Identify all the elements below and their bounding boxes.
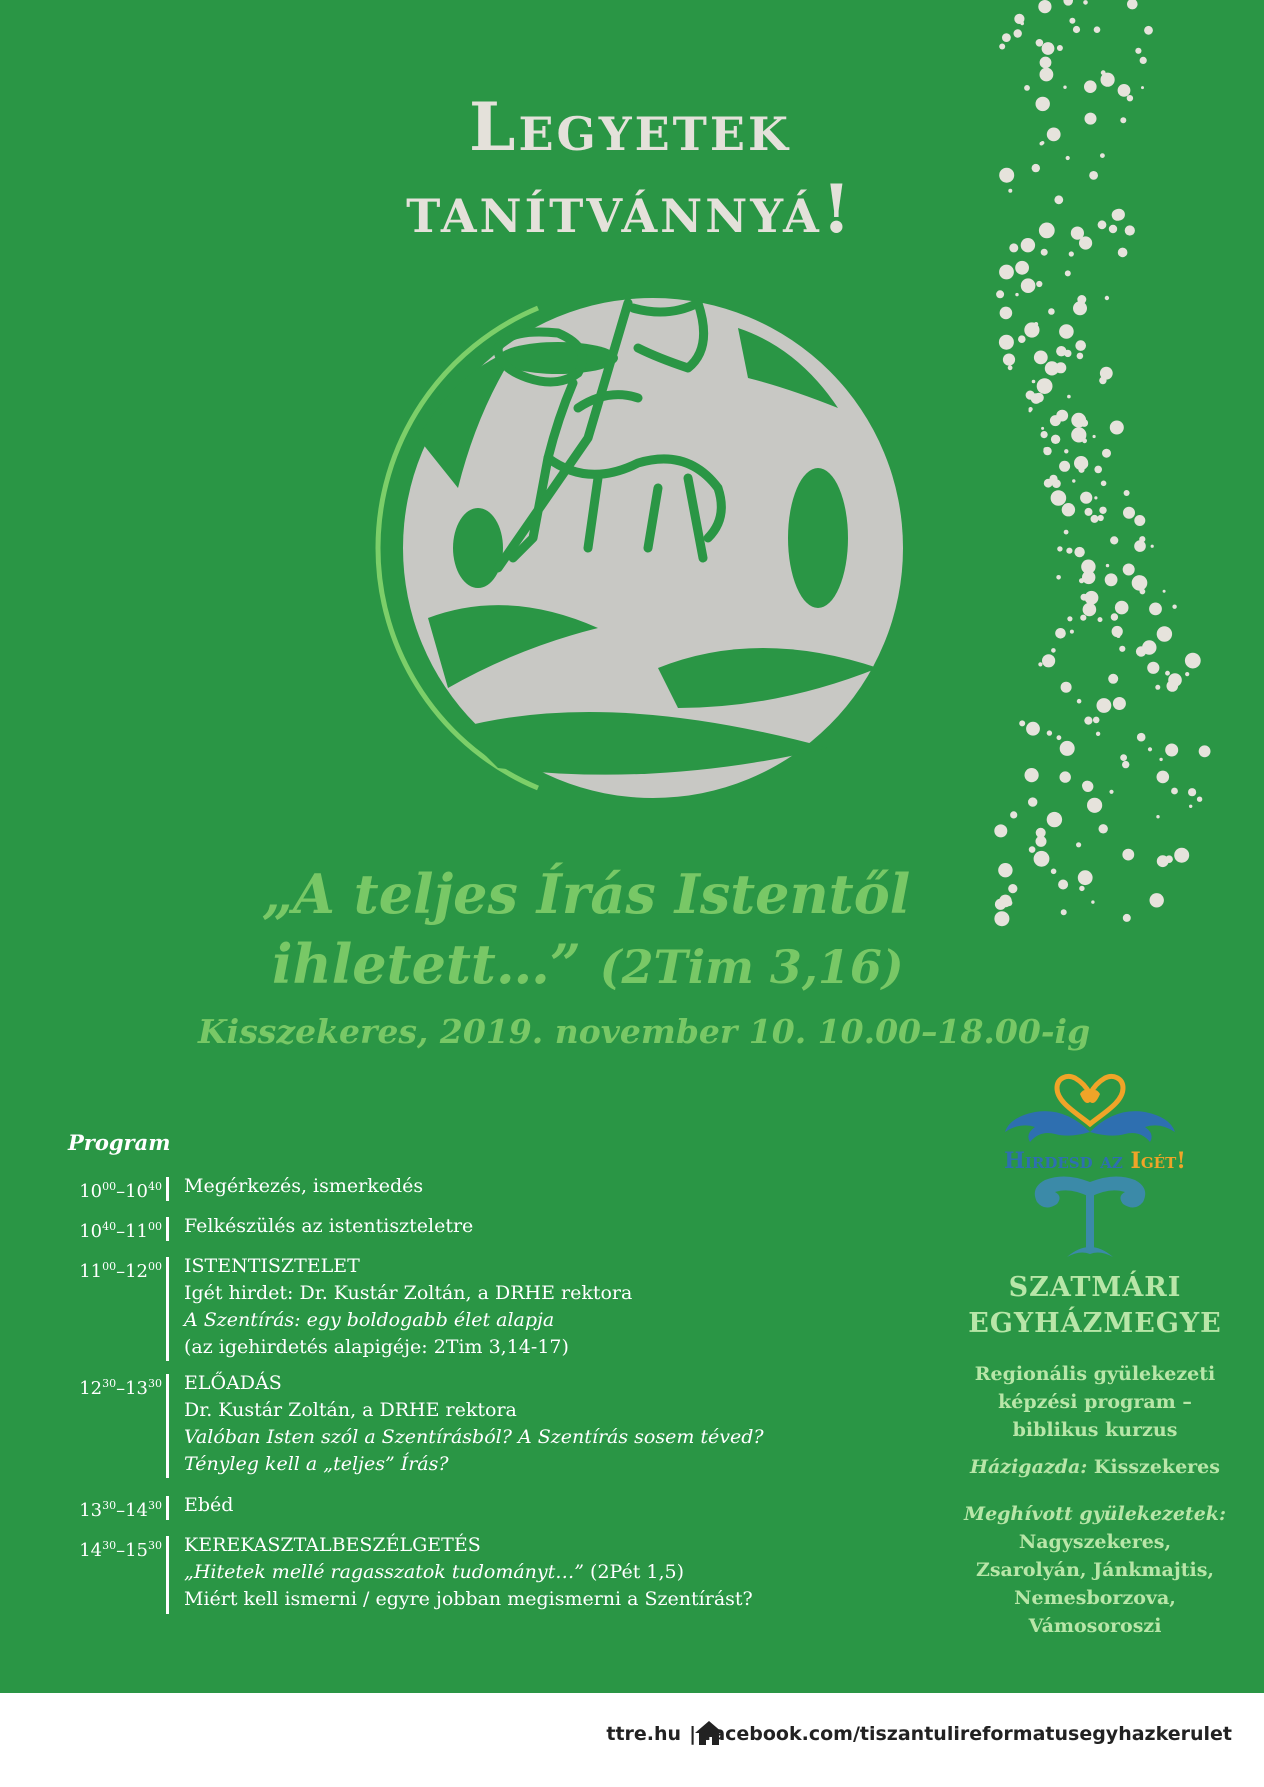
program-line: Tényleg kell a „teljes” Írás? xyxy=(184,1453,449,1475)
decorative-dot xyxy=(1067,616,1072,621)
decorative-dot xyxy=(1043,104,1048,109)
decorative-dot xyxy=(1051,435,1060,444)
decorative-dot xyxy=(1060,771,1071,782)
divider-bar xyxy=(166,1496,169,1520)
decorative-dot xyxy=(1100,367,1113,380)
hirdesd-az-iget-logo xyxy=(975,1072,1215,1272)
decorative-dot xyxy=(1015,293,1018,296)
decorative-dot xyxy=(1096,732,1100,736)
decorative-dot xyxy=(1134,540,1146,552)
decorative-dot xyxy=(1098,617,1103,622)
decorative-dot xyxy=(1188,788,1196,796)
bible-quote-text: ihletett…” xyxy=(272,932,581,996)
program-line: Miért kell ismerni / egyre jobban megismerni a Szentírást? xyxy=(184,1588,753,1610)
decorative-dot xyxy=(1064,449,1068,453)
decorative-dot xyxy=(1165,671,1170,676)
decorative-dot xyxy=(1109,790,1113,794)
event-date-location: Kisszekeres, 2019. november 10. 10.00–18.00-ig xyxy=(198,1012,1091,1051)
decorative-dot xyxy=(1174,848,1189,863)
decorative-dot xyxy=(1041,427,1044,430)
program-heading: Program xyxy=(68,1130,171,1155)
decorative-dot xyxy=(1079,578,1084,583)
decorative-dot xyxy=(1061,909,1067,915)
program-line: Igét hirdet: Dr. Kustár Zoltán, a DRHE rektora xyxy=(184,1282,633,1304)
decorative-dot xyxy=(1116,634,1120,638)
decorative-dot xyxy=(1034,322,1038,326)
decorative-dot xyxy=(1041,431,1048,438)
decorative-dot xyxy=(1057,45,1063,51)
decorative-dot xyxy=(1040,142,1044,146)
decorative-dot xyxy=(1105,296,1109,300)
decorative-dot xyxy=(1069,18,1075,24)
decorative-dot xyxy=(1094,496,1097,499)
decorative-dot xyxy=(1038,0,1051,13)
decorative-dot xyxy=(1031,393,1042,404)
decorative-dot xyxy=(1124,608,1128,612)
lamb-medallion-image xyxy=(358,288,918,818)
bible-quote-line-2 xyxy=(272,932,904,996)
decorative-dot xyxy=(995,899,1006,910)
decorative-dot xyxy=(999,895,1012,908)
decorative-dot xyxy=(1073,301,1087,315)
invited-congregations: Meghívott gyülekezetek: Nagyszekeres, Zsarolyán, Jánkmajtis, Nemesborzova, Vámosoroszi xyxy=(964,1503,1226,1637)
decorative-dot xyxy=(994,911,1009,926)
decorative-dot xyxy=(1079,236,1092,249)
decorative-dot xyxy=(1036,281,1042,287)
decorative-dot xyxy=(1165,744,1178,757)
decorative-dot xyxy=(1157,626,1172,641)
decorative-dot xyxy=(1055,362,1066,373)
bible-quote-reference: (2Tim 3,16) xyxy=(599,940,904,994)
decorative-dot xyxy=(1159,758,1162,761)
decorative-dot xyxy=(1051,490,1067,506)
decorative-dot xyxy=(1106,564,1109,567)
decorative-dot xyxy=(1057,735,1062,740)
decorative-dot xyxy=(1171,788,1178,795)
decorative-dot xyxy=(1135,48,1141,54)
decorative-dot xyxy=(1111,613,1118,620)
divider-bar xyxy=(166,1257,169,1361)
program-line: Dr. Kustár Zoltán, a DRHE rektora xyxy=(184,1399,517,1421)
decorative-dot xyxy=(1094,466,1102,474)
decorative-dot xyxy=(1099,507,1106,514)
decorative-dot xyxy=(1040,57,1052,69)
decorative-dot xyxy=(1091,900,1094,903)
decorative-dot xyxy=(1032,164,1040,172)
program-line: Ebéd xyxy=(184,1494,234,1516)
decorative-dot xyxy=(1029,409,1032,412)
decorative-dot xyxy=(1071,227,1084,240)
decorative-dot xyxy=(1065,270,1071,276)
program-line: (az igehirdetés alapigéje: 2Tim 3,14-17) xyxy=(184,1336,569,1358)
decorative-dot xyxy=(994,824,1007,837)
decorative-dot xyxy=(1114,209,1124,219)
decorative-dot xyxy=(1078,870,1093,885)
decorative-dot xyxy=(1155,685,1160,690)
decorative-dot xyxy=(1080,615,1086,621)
decorative-dot xyxy=(1134,515,1145,526)
decorative-dot xyxy=(1127,95,1133,101)
program-description: Regionális gyülekezeti képzési program – biblikus kurzus xyxy=(974,1363,1216,1441)
decorative-dot xyxy=(1077,699,1082,704)
decorative-dot xyxy=(1040,68,1054,82)
decorative-dot xyxy=(1024,322,1039,337)
decorative-dot xyxy=(1093,717,1100,724)
decorative-dot xyxy=(1148,747,1152,751)
decorative-dot xyxy=(1167,680,1179,692)
host-info: Házigazda: Kisszekeres xyxy=(970,1456,1220,1478)
decorative-dot xyxy=(1006,900,1012,906)
decorative-dot xyxy=(1083,0,1088,5)
decorative-dot xyxy=(1045,361,1059,375)
decorative-dot xyxy=(1080,492,1092,504)
decorative-dot xyxy=(1041,141,1045,145)
decorative-dot xyxy=(1199,745,1211,757)
decorative-dot xyxy=(998,863,1012,877)
program-time: $13^{30}-14^{30}$ xyxy=(79,1499,162,1521)
decorative-dot xyxy=(1101,481,1107,487)
decorative-dot xyxy=(1026,722,1040,736)
decorative-dot xyxy=(1185,672,1189,676)
decorative-dot xyxy=(1144,26,1153,35)
decorative-dot xyxy=(1094,26,1101,33)
decorative-dot xyxy=(1123,564,1135,576)
decorative-dot xyxy=(1127,0,1138,9)
decorative-dot xyxy=(1063,411,1066,414)
decorative-dot xyxy=(1118,248,1128,258)
decorative-dot xyxy=(999,265,1014,280)
decorative-dot xyxy=(1122,849,1134,861)
decorative-dot xyxy=(1098,515,1104,521)
decorative-dot xyxy=(1168,673,1182,687)
decorative-dot xyxy=(1080,419,1088,427)
decorative-dot xyxy=(1037,378,1053,394)
decorative-dot xyxy=(1100,826,1106,832)
decorative-dot xyxy=(1081,560,1095,574)
decorative-dot xyxy=(1002,33,1011,42)
decorative-dot xyxy=(1008,365,1013,370)
decorative-dot xyxy=(1140,589,1146,595)
decorative-dot xyxy=(1028,797,1037,806)
program-time: $10^{40}-11^{00}$ xyxy=(79,1220,162,1242)
decorative-dot xyxy=(1091,515,1099,523)
decorative-dot xyxy=(1138,649,1144,655)
decorative-dot xyxy=(1061,682,1072,693)
decorative-dot xyxy=(1085,508,1093,516)
decorative-dot xyxy=(1140,57,1147,64)
decorative-dot xyxy=(1147,662,1159,674)
decorative-dot xyxy=(1156,815,1159,818)
program-time: $12^{30}-13^{30}$ xyxy=(79,1377,162,1399)
decorative-dot xyxy=(1081,594,1088,601)
decorative-dot xyxy=(1101,70,1106,75)
decorative-dot xyxy=(1073,26,1080,33)
decorative-dot xyxy=(1189,805,1192,808)
decorative-dot xyxy=(999,335,1014,350)
decorative-dot xyxy=(1101,73,1115,87)
decorative-dot xyxy=(1085,591,1099,605)
decorative-dot xyxy=(1043,447,1051,455)
decorative-dot xyxy=(1043,69,1049,75)
decorative-dot xyxy=(1048,308,1055,315)
decorative-dot xyxy=(1036,97,1050,111)
decorative-dot xyxy=(1080,460,1088,468)
decorative-dot xyxy=(1056,575,1061,580)
decorative-dot xyxy=(1112,626,1123,637)
footer-separator: | xyxy=(689,1723,697,1745)
decorative-dot xyxy=(1020,22,1024,26)
decorative-dot xyxy=(1038,106,1042,110)
decorative-dot xyxy=(1093,435,1096,438)
divider-bar xyxy=(166,1374,169,1478)
divider-bar xyxy=(166,1536,169,1614)
organizer-name: SZATMÁRI EGYHÁZMEGYE xyxy=(968,1272,1222,1339)
bible-quote-line-1: „A teljes Írás Istentől xyxy=(262,862,911,926)
decorative-dot xyxy=(1047,812,1062,827)
decorative-dot xyxy=(1042,42,1055,55)
decorative-dot xyxy=(1070,630,1074,634)
decorative-dot xyxy=(1098,220,1107,229)
program-time: $11^{00}-12^{00}$ xyxy=(79,1260,162,1282)
decorative-dot xyxy=(1072,479,1075,482)
decorative-dot xyxy=(1163,590,1166,593)
decorative-dot xyxy=(1036,836,1047,847)
decorative-dot xyxy=(1157,855,1169,867)
decorative-dot xyxy=(1097,698,1112,713)
decorative-dot xyxy=(1119,646,1125,652)
program-line: ISTENTISZTELET xyxy=(184,1255,360,1277)
decorative-dot xyxy=(1039,223,1055,239)
decorative-dot xyxy=(1122,761,1129,768)
decorative-dot xyxy=(1060,741,1075,756)
decorative-dot xyxy=(1062,503,1075,516)
decorative-dot xyxy=(1165,855,1173,863)
decorative-dot xyxy=(1085,113,1097,125)
decorative-dot xyxy=(1051,869,1057,875)
decorative-dot xyxy=(1058,880,1068,890)
decorative-dot xyxy=(1136,646,1146,656)
decorative-dot xyxy=(1082,781,1092,791)
decorative-dot xyxy=(1056,346,1066,356)
decorative-dot xyxy=(1032,380,1036,384)
decorative-dot xyxy=(1029,846,1036,853)
decorative-dot xyxy=(1047,127,1061,141)
decorative-dot xyxy=(1057,546,1062,551)
decorative-dot xyxy=(1036,39,1044,47)
decorative-dot xyxy=(1071,413,1086,428)
decorative-dot xyxy=(1063,86,1066,89)
decorative-dot xyxy=(1008,884,1017,893)
decorative-dot xyxy=(1014,29,1022,37)
decorative-dot xyxy=(1067,395,1071,399)
decorative-dot xyxy=(1082,438,1087,443)
decorative-dot xyxy=(1087,798,1102,813)
program-line: ELŐADÁS xyxy=(184,1372,282,1394)
decorative-dot xyxy=(1034,851,1050,867)
decorative-dot xyxy=(1123,914,1131,922)
decorative-dot xyxy=(1149,663,1157,671)
decorative-dot xyxy=(1125,225,1135,235)
decorative-dot xyxy=(1049,475,1057,483)
decorative-dot xyxy=(1069,251,1074,256)
decorative-dot xyxy=(999,44,1005,50)
decorative-dot xyxy=(1051,648,1056,653)
decorative-dot xyxy=(1082,571,1095,584)
decorative-dot xyxy=(1109,225,1117,233)
decorative-dot xyxy=(1059,324,1074,339)
program-line: Valóban Isten szól a Szentírásból? A Szentírás sosem téved? xyxy=(184,1426,764,1448)
decorative-dot xyxy=(1075,340,1086,351)
program-line: KEREKASZTALBESZÉLGETÉS xyxy=(184,1534,481,1556)
program-line: „Hitetek mellé ragasszatok tudományt…” (2Pét 1,5) xyxy=(184,1561,685,1583)
decorative-dot xyxy=(1115,601,1129,615)
decorative-dot xyxy=(1151,545,1154,548)
decorative-dot xyxy=(1084,80,1097,93)
decorative-dot xyxy=(1197,797,1202,802)
decorative-dot xyxy=(1010,811,1017,818)
decorative-dot xyxy=(1044,479,1053,488)
footer-links xyxy=(606,1723,1232,1745)
decorative-dot xyxy=(1139,536,1145,542)
decorative-dot xyxy=(1079,886,1084,891)
decorative-dot xyxy=(1059,461,1070,472)
decorative-dot xyxy=(1026,391,1035,400)
decorative-dot xyxy=(1055,628,1066,639)
decorative-dot xyxy=(1025,768,1039,782)
program-line: Felkészülés az istentiszteletre xyxy=(184,1215,474,1237)
decorative-dot xyxy=(1123,507,1135,519)
decorative-dot xyxy=(1052,479,1061,488)
decorative-dot xyxy=(1102,449,1111,458)
website-link[interactable]: ttre.hu xyxy=(606,1723,682,1745)
decorative-dot xyxy=(1054,195,1063,204)
decorative-dot xyxy=(1029,407,1033,411)
decorative-dot xyxy=(1047,730,1052,735)
divider-bar xyxy=(166,1217,169,1241)
decorative-dot xyxy=(1015,261,1029,275)
program-line: Megérkezés, ismerkedés xyxy=(184,1175,424,1197)
decorative-dot xyxy=(1034,393,1044,403)
footer xyxy=(0,1693,1264,1787)
decorative-dot xyxy=(1185,653,1201,669)
decorative-dot xyxy=(1141,86,1144,89)
decorative-dot xyxy=(1089,171,1098,180)
decorative-dot xyxy=(1034,351,1048,365)
decorative-dot xyxy=(1066,548,1072,554)
decorative-dot xyxy=(1110,536,1118,544)
decorative-dot xyxy=(1064,350,1071,357)
decorative-dot xyxy=(1042,654,1055,667)
decorative-dot xyxy=(1105,573,1118,586)
decorative-dot xyxy=(1099,377,1106,384)
decorative-dot xyxy=(1018,335,1026,343)
decorative-dot xyxy=(1014,14,1024,24)
decorative-dot xyxy=(1083,603,1097,617)
decorative-dot xyxy=(1142,640,1156,654)
decorative-dot xyxy=(1071,427,1086,442)
decorative-dot xyxy=(1150,893,1164,907)
decorative-dot xyxy=(1050,415,1061,426)
program-time: $10^{00}-10^{40}$ xyxy=(79,1180,162,1202)
decorative-dot xyxy=(1003,354,1015,366)
title-line-1: Legyetek xyxy=(469,88,791,166)
decorative-dot xyxy=(1108,674,1118,684)
divider-bar xyxy=(166,1177,169,1201)
decorative-dot xyxy=(1041,249,1048,256)
decorative-dot xyxy=(1149,603,1162,616)
decorative-dot xyxy=(1076,842,1081,847)
decorative-dot xyxy=(996,290,1004,298)
program-line: A Szentírás: egy boldogabb élet alapja xyxy=(184,1309,555,1331)
decorative-dot xyxy=(1066,156,1070,160)
decorative-dot xyxy=(1113,697,1126,710)
decorative-dot xyxy=(1082,781,1093,792)
decorative-dot xyxy=(1056,410,1068,422)
facebook-link[interactable]: facebook.com/tiszantulireformatusegyhazkerulet xyxy=(704,1723,1232,1745)
decorative-dot xyxy=(1078,467,1084,473)
decorative-dot xyxy=(1077,295,1086,304)
decorative-dot xyxy=(1077,353,1084,360)
program-time: $14^{30}-15^{30}$ xyxy=(79,1539,162,1561)
decorative-dot xyxy=(1172,605,1176,609)
decorative-dot xyxy=(1118,84,1131,97)
title-line-2: tanítvánnyá! xyxy=(406,170,854,248)
decorative-dot xyxy=(1110,421,1124,435)
decorative-dot xyxy=(1100,153,1105,158)
decorative-dot xyxy=(1021,278,1036,293)
decorative-dot xyxy=(1019,720,1025,726)
decorative-dot xyxy=(1074,456,1088,470)
logo-text: Hirdesd az Igét! xyxy=(1004,1148,1186,1174)
decorative-dot xyxy=(1063,0,1073,6)
decorative-dot xyxy=(1120,754,1127,761)
decorative-dot xyxy=(1036,828,1046,838)
decorative-dot xyxy=(1137,733,1146,742)
decorative-dot xyxy=(1132,575,1148,591)
decorative-dot xyxy=(1099,824,1108,833)
decorative-dot xyxy=(1120,117,1126,123)
decorative-dot xyxy=(1157,771,1170,784)
decorative-dot xyxy=(1064,530,1069,535)
decorative-dot xyxy=(1112,209,1124,221)
decorative-dot xyxy=(1074,547,1084,557)
decorative-dot xyxy=(1000,307,1013,320)
decorative-dot xyxy=(1124,490,1130,496)
decorative-dot xyxy=(1038,662,1042,666)
decorative-dot xyxy=(1084,717,1092,725)
decorative-dot xyxy=(1043,447,1048,452)
decorative-dot xyxy=(1113,209,1125,221)
